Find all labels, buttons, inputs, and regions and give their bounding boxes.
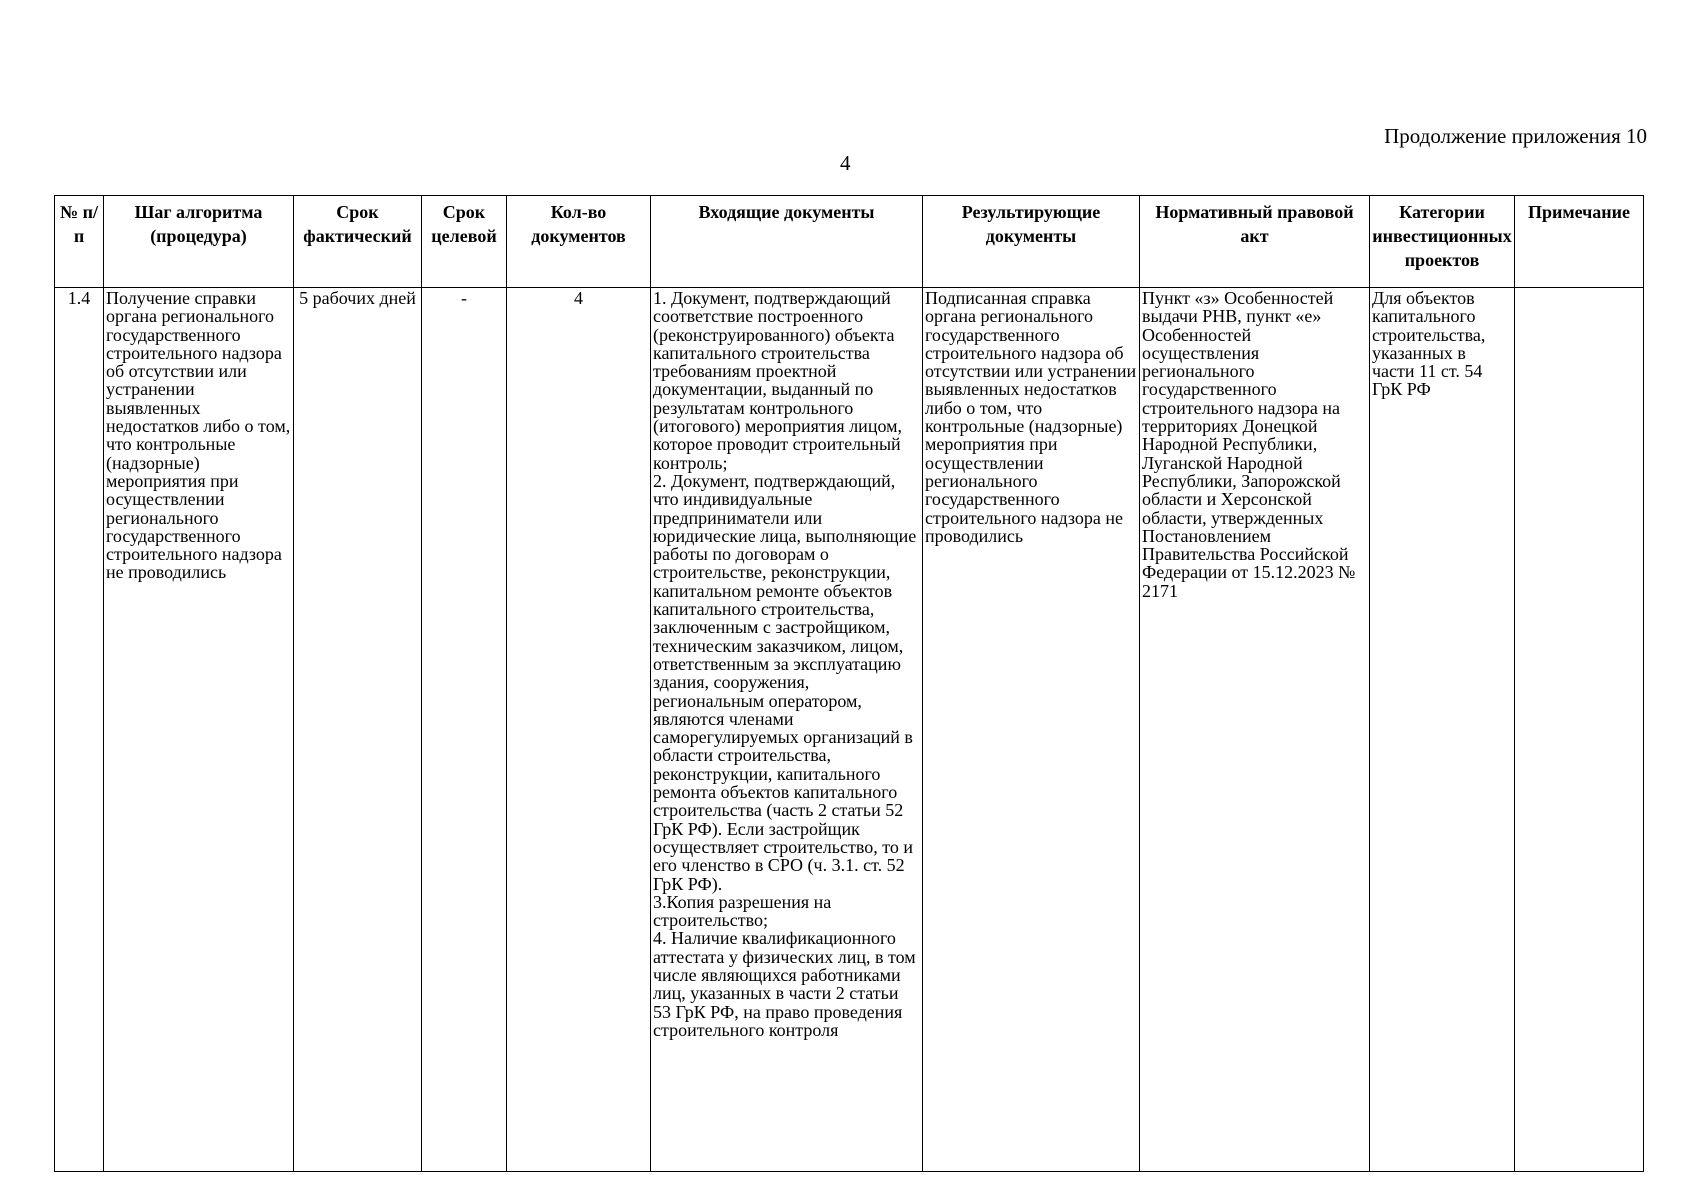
- column-header-note: Примечание: [1515, 196, 1644, 288]
- table-row: [55, 288, 1644, 1172]
- categories-cell: Для объектов капитального строительства, указанных в части 11 ст. 54 ГрК РФ: [1370, 288, 1515, 1172]
- note-cell: [1515, 288, 1644, 1172]
- actual-term-cell: 5 рабочих дней: [294, 288, 422, 1172]
- column-header-input-docs: Входящие документы: [651, 196, 923, 288]
- column-header-legal-act: Нормативный правовой акт: [1140, 196, 1370, 288]
- target-term-cell: -: [422, 288, 507, 1172]
- appendix-continuation-note: Продолжение приложения 10: [1384, 124, 1647, 148]
- column-header-step: Шаг алгоритма (процедура): [104, 196, 294, 288]
- column-header-number: № п/п: [55, 196, 104, 288]
- legal-act-cell: Пункт «з» Особенностей выдачи РНВ, пункт «е» Особенностей осуществления регионального государственного строительного надзора на территориях Донецкой Народной Республики, Луганской Народной Республики, Запорожской области и Херсонской области, утвержденных Постановлением Правительства Российской Федерации от 15.12.2023 № 2171: [1140, 288, 1370, 1172]
- table-header-row: [55, 196, 1644, 288]
- doc-count-cell: 4: [507, 288, 651, 1172]
- column-header-actual-term: Срок фактический: [294, 196, 422, 288]
- column-header-target-term: Срок целевой: [422, 196, 507, 288]
- row-number-cell: 1.4: [55, 288, 104, 1172]
- column-header-doc-count: Кол-во документов: [507, 196, 651, 288]
- column-header-result-docs: Результирующие документы: [923, 196, 1140, 288]
- page-number: 4: [840, 151, 851, 175]
- step-cell: Получение справки органа регионального государственного строительного надзора об отсутствии или устранении выявленных недостатков либо о том, что контрольные (надзорные) мероприятия при осуществлении регионального государственного строительного надзора не проводились: [104, 288, 294, 1172]
- procedure-table: [54, 195, 1644, 1172]
- result-docs-cell: Подписанная справка органа регионального государственного строительного надзора об отсутствии или устранении выявленных недостатков либо о том, что контрольные (надзорные) мероприятия при осуществлении регионального государственного строительного надзора не проводились: [923, 288, 1140, 1172]
- input-docs-cell: 1. Документ, подтверждающий соответствие построенного (реконструированного) объекта капитального строительства требованиям проектной документации, выданный по результатам контрольного (итогового) мероприятия лицом, которое проводит строительный контроль; 2. Документ, подтверждающий, что индивидуальные предприниматели или юридические лица, выполняющие работы по договорам о строительстве, реконструкции, капитальном ремонте объектов капитального строительства, заключенным с застройщиком, техническим заказчиком, лицом, ответственным за эксплуатацию здания, сооружения, региональным оператором, являются членами саморегулируемых организаций в области строительства, реконструкции, капитального ремонта объектов капитального строительства (часть 2 статьи 52 ГрК РФ). Если застройщик осуществляет строительство, то и его членство в СРО (ч. 3.1. ст. 52 ГрК РФ). 3.Копия разрешения на строительство; 4. Наличие квалификационного аттестата у физических лиц, в том числе являющихся работниками лиц, указанных в части 2 статьи 53 ГрК РФ, на право проведения строительного контроля: [651, 288, 923, 1172]
- column-header-categories: Категории инвестиционных проектов: [1370, 196, 1515, 288]
